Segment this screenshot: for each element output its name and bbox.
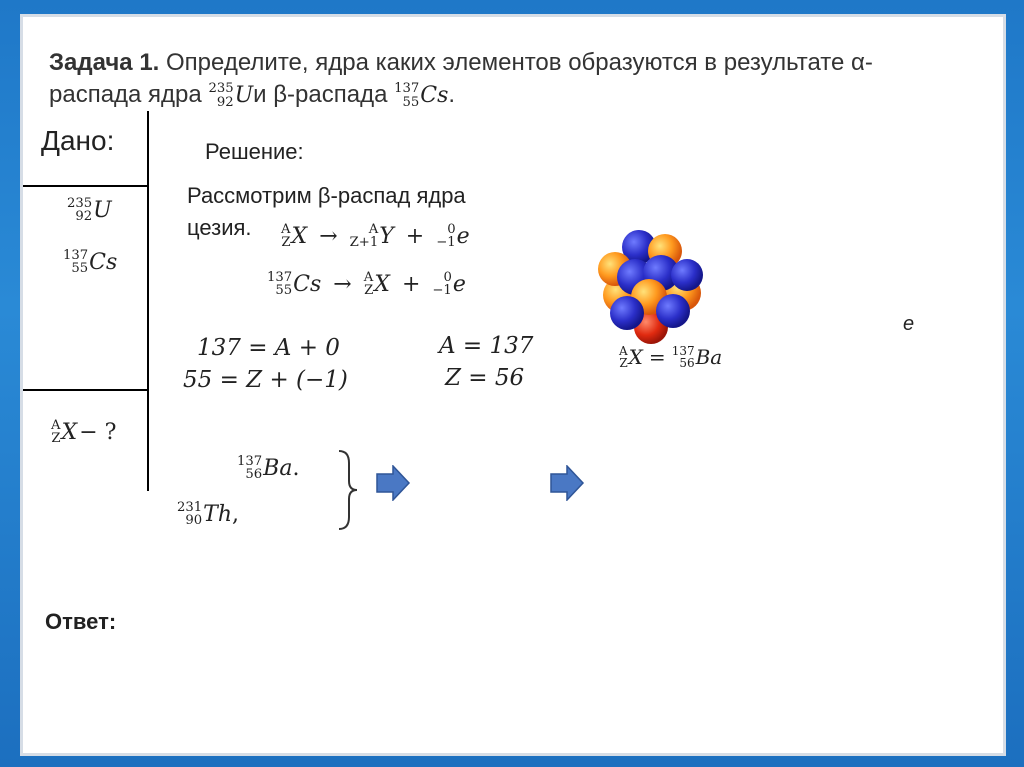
given-unknown: A Z X − ? <box>51 418 117 447</box>
nucleon-low-left <box>610 296 644 330</box>
solution-intro-2: цезия. <box>187 215 252 240</box>
result-mass-number: A = 137 <box>439 333 534 359</box>
stray-electron-label: e <box>903 313 915 335</box>
given-heading: Дано: <box>41 125 115 156</box>
mass-conservation-eq: 137 = A + 0 <box>197 335 340 361</box>
problem-number: Задача 1. <box>49 49 160 76</box>
nucleon-mid-right <box>671 259 703 291</box>
solution-heading: Решение: <box>205 139 304 164</box>
final-result-equation: A Z X = 137 56 Ba <box>619 344 723 370</box>
problem-title: Задача 1. Определите, ядра каких элементов образуются в результате α- распада ядра 235 92 U и β-распада 137 55 Cs . <box>49 49 873 110</box>
given-cesium: 137 55 Cs <box>63 248 118 277</box>
given-uranium: 235 92 U <box>67 196 112 225</box>
arrow-right-icon <box>549 465 585 501</box>
nucleus-cesium: 137 55 Cs <box>394 81 449 110</box>
nucleus-uranium: 235 92 U <box>208 81 254 110</box>
general-decay-equation: A Z X → A Z+1 Y + 0 −1 e <box>281 222 470 251</box>
product-barium: 137 56 Ba . <box>237 454 300 483</box>
slide <box>20 14 1006 756</box>
nucleus-illustration <box>591 217 711 347</box>
title-text-1: Определите, ядра каких элементов образуются в результате α- <box>166 49 873 76</box>
product-thorium: 231 90 Th , <box>177 500 240 529</box>
result-charge-number: Z = 56 <box>445 365 525 391</box>
given-divider-vertical <box>147 111 149 491</box>
solution-intro-1: Рассмотрим β-распад ядра <box>187 183 466 208</box>
cesium-decay-equation: 137 55 Cs → A Z X + 0 −1 e <box>267 270 466 299</box>
title-text-2: распада ядра <box>49 81 202 108</box>
given-divider-bottom <box>23 389 149 391</box>
charge-conservation-eq: 55 = Z + (−1) <box>183 367 348 393</box>
arrow-right-icon <box>375 465 411 501</box>
title-text-3: и β-распада <box>253 81 388 108</box>
curly-brace <box>335 449 361 531</box>
answer-label: Ответ: <box>45 609 117 634</box>
nucleon-low-right <box>656 294 690 328</box>
given-divider-top <box>23 185 149 187</box>
